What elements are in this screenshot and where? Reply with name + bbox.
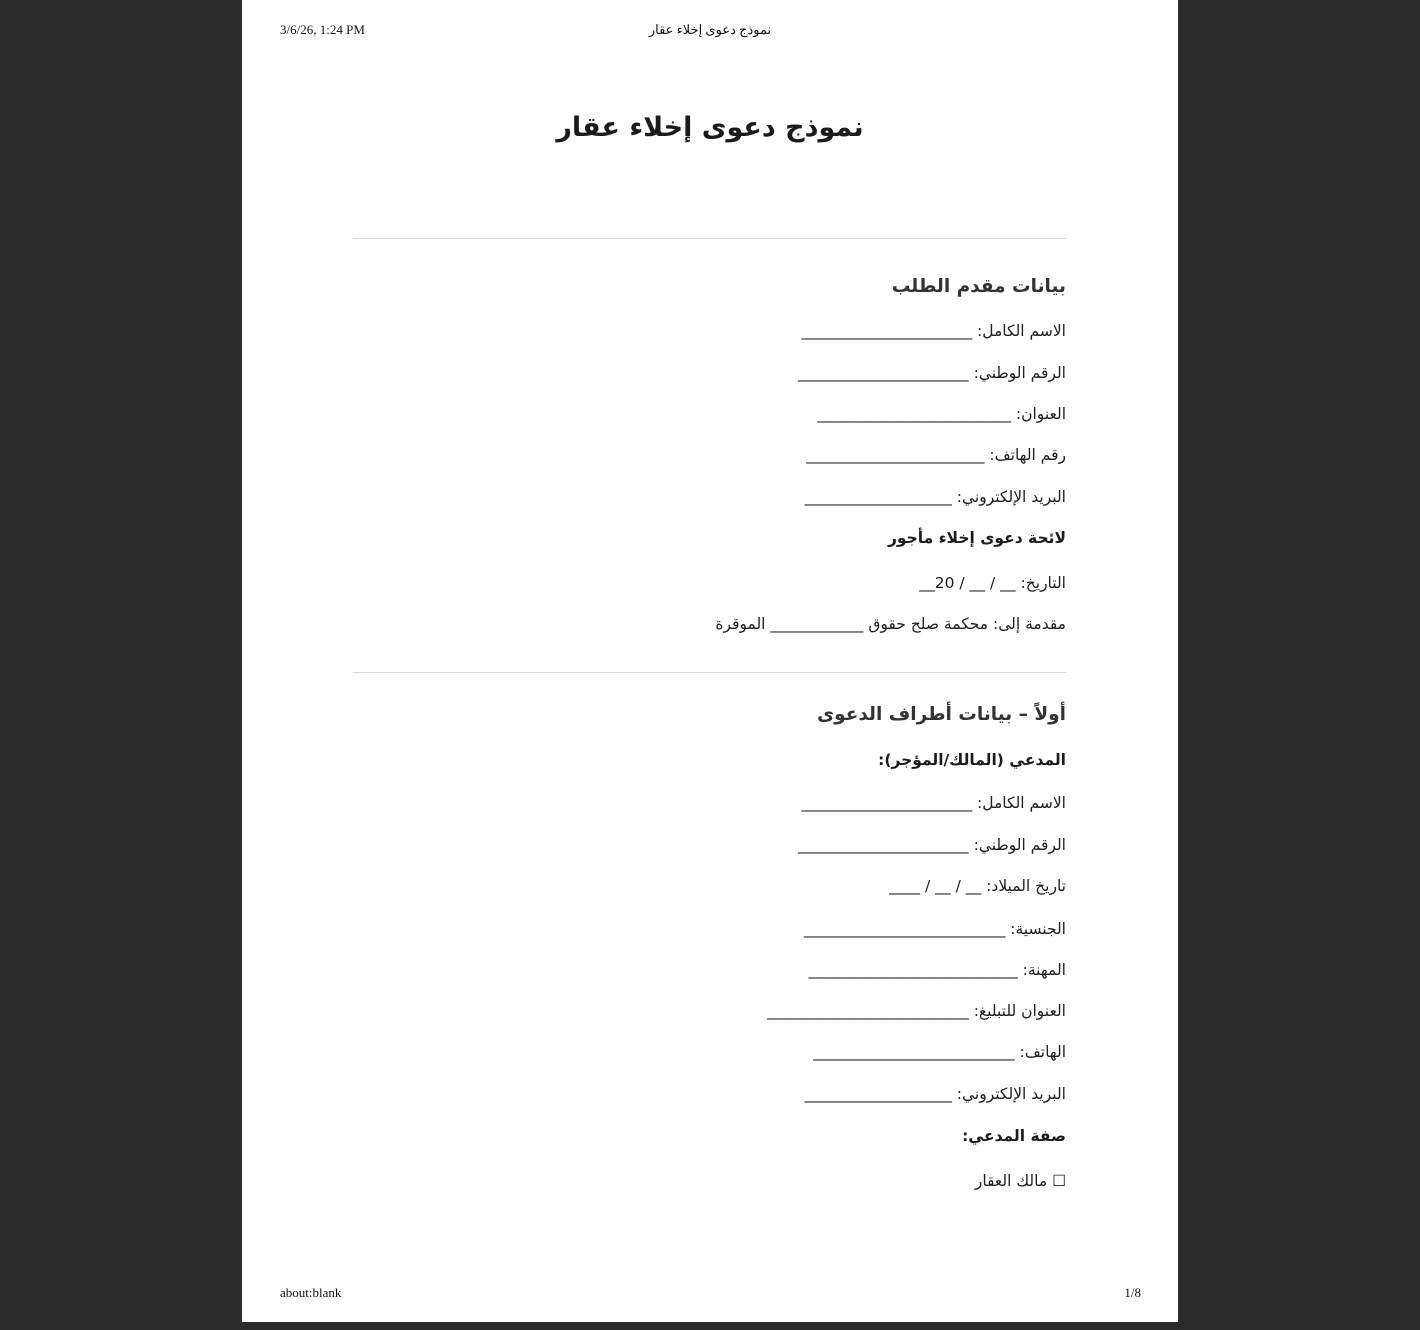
plaintiff-email-field[interactable]: البريد الإلكتروني: ___________________ — [804, 1085, 1066, 1103]
applicant-national-id-field[interactable]: الرقم الوطني: ______________________ — [798, 364, 1066, 382]
page-title: نموذج دعوى إخلاء عقار — [556, 112, 864, 143]
applicant-address-field[interactable]: العنوان: _________________________ — [817, 405, 1066, 423]
section-divider — [353, 238, 1066, 239]
petition-court-field[interactable]: مقدمة إلى: محكمة صلح حقوق ____________ الموقرة — [715, 615, 1066, 633]
owner-checkbox[interactable]: ☐ مالك العقار — [974, 1172, 1066, 1190]
footer-page-number: 1/8 — [1124, 1285, 1141, 1300]
applicant-heading: بيانات مقدم الطلب — [891, 276, 1066, 297]
applicant-email-field[interactable]: البريد الإلكتروني: ___________________ — [804, 488, 1066, 506]
plaintiff-phone-field[interactable]: الهاتف: __________________________ — [813, 1043, 1066, 1061]
plaintiff-nationality-field[interactable]: الجنسية: __________________________ — [803, 920, 1066, 938]
plaintiff-birth-date-field[interactable]: تاريخ الميلاد: __ / __ / ____ — [889, 877, 1066, 895]
plaintiff-heading: المدعي (المالك/المؤجر): — [878, 751, 1066, 769]
applicant-full-name-field[interactable]: الاسم الكامل: ______________________ — [801, 322, 1066, 340]
plaintiff-full-name-field[interactable]: الاسم الكامل: ______________________ — [801, 794, 1066, 812]
footer-url: about:blank — [280, 1285, 342, 1300]
petition-date-field[interactable]: التاريخ: __ / __ / 20__ — [919, 574, 1066, 592]
petition-heading: لائحة دعوى إخلاء مأجور — [888, 529, 1066, 547]
plaintiff-national-id-field[interactable]: الرقم الوطني: ______________________ — [798, 836, 1066, 854]
plaintiff-notify-address-field[interactable]: العنوان للتبليغ: __________________________ — [767, 1002, 1066, 1020]
document-page — [242, 0, 1178, 1322]
plaintiff-occupation-field[interactable]: المهنة: ___________________________ — [808, 961, 1066, 979]
header-datetime: 3/6/26, 1:24 PM — [280, 22, 365, 37]
applicant-phone-field[interactable]: رقم الهاتف: _______________________ — [806, 446, 1066, 464]
section-divider — [353, 672, 1066, 673]
plaintiff-capacity-heading: صفة المدعي: — [962, 1127, 1066, 1145]
parties-heading: أولاً – بيانات أطراف الدعوى — [817, 704, 1066, 725]
header-doc-title: نموذج دعوى إخلاء عقار — [648, 22, 772, 37]
